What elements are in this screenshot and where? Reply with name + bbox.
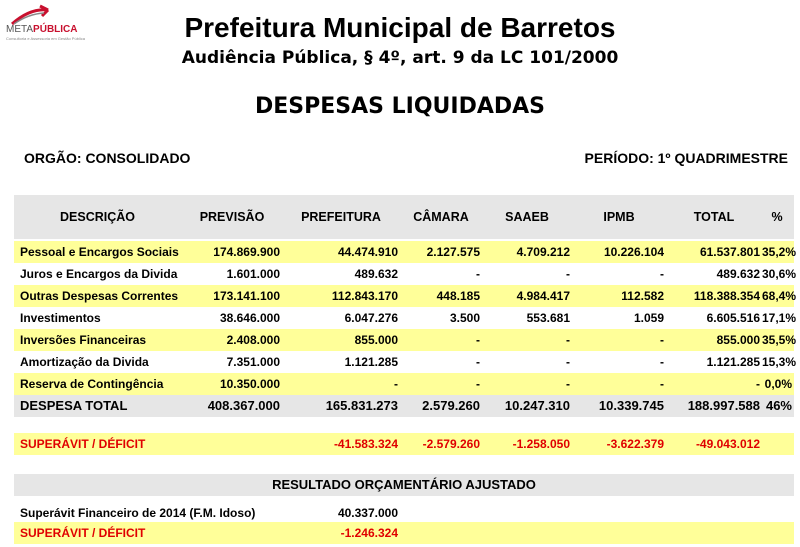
row-label: Reserva de Contingência — [20, 377, 164, 391]
cell-previsao: 38.646.000 — [219, 311, 280, 325]
row-label: Pessoal e Encargos Sociais — [20, 245, 179, 259]
cell-ipmb: 112.582 — [621, 289, 664, 303]
cell-saaeb: - — [566, 355, 570, 369]
cell-ipmb: 10.226.104 — [603, 245, 664, 259]
row-label: SUPERÁVIT / DÉFICIT — [20, 526, 146, 540]
table-row — [14, 307, 797, 329]
cell-percent: 68,4% — [762, 289, 797, 303]
col-header: PREVISÃO — [199, 210, 265, 224]
cell-total: 1.121.285 — [706, 355, 760, 369]
cell-ipmb: -3.622.379 — [606, 437, 664, 451]
cell-percent: 30,6% — [762, 267, 797, 281]
cell-camara: 2.127.575 — [426, 245, 480, 259]
row-label: Inversões Financeiras — [20, 333, 147, 347]
cell-total: 855.000 — [716, 333, 760, 347]
row-label: Superávit Financeiro de 2014 (F.M. Idoso) — [20, 506, 256, 520]
cell-saaeb: 10.247.310 — [504, 398, 570, 413]
cell-previsao: 174.869.900 — [213, 245, 280, 259]
row-label: SUPERÁVIT / DÉFICIT — [20, 437, 146, 451]
cell-previsao: 10.350.000 — [219, 377, 280, 391]
table-row — [14, 241, 797, 263]
cell-percent: 17,1% — [762, 311, 797, 325]
cell-ipmb: - — [660, 355, 664, 369]
cell-ipmb: 1.059 — [633, 311, 664, 325]
cell-saaeb: - — [566, 377, 570, 391]
cell-prefeitura: 112.843.170 — [331, 289, 398, 303]
cell-total: 61.537.801 — [699, 245, 760, 259]
table-row — [14, 263, 797, 285]
resultado-row — [14, 502, 794, 524]
cell-camara: 448.185 — [436, 289, 480, 303]
resultado-heading: RESULTADO ORÇAMENTÁRIO AJUSTADO — [14, 474, 794, 496]
page-subtitle: Audiência Pública, § 4º, art. 9 da LC 101/2000 — [181, 48, 619, 68]
cell-total: - — [756, 377, 760, 391]
col-header: PREFEITURA — [301, 210, 381, 224]
col-header: IPMB — [603, 210, 635, 224]
cell-total: 6.605.516 — [706, 311, 760, 325]
cell-prefeitura: 44.474.910 — [337, 245, 398, 259]
logo-wordmark: METAPÚBLICA — [6, 24, 78, 35]
cell-ipmb: - — [660, 377, 664, 391]
cell-value: 40.337.000 — [337, 506, 398, 520]
orgao-label: ORGÃO: CONSOLIDADO — [24, 150, 191, 166]
table-row — [14, 351, 797, 373]
cell-prefeitura: -41.583.324 — [333, 437, 398, 451]
row-label: DESPESA TOTAL — [20, 398, 128, 413]
cell-percent: 35,2% — [762, 245, 797, 259]
cell-percent: 35,5% — [762, 333, 797, 347]
cell-percent: 46% — [765, 398, 792, 413]
cell-camara: - — [476, 267, 480, 281]
row-label: Outras Despesas Correntes — [20, 289, 179, 303]
col-header: % — [771, 210, 783, 224]
cell-prefeitura: 489.632 — [354, 267, 398, 281]
col-header: DESCRIÇÃO — [60, 210, 136, 224]
page-title: Prefeitura Municipal de Barretos — [184, 12, 616, 43]
cell-total: -49.043.012 — [695, 437, 760, 451]
periodo-label: PERÍODO: 1º QUADRIMESTRE — [584, 150, 788, 166]
cell-ipmb: - — [660, 333, 664, 347]
cell-previsao: 2.408.000 — [226, 333, 280, 347]
table-row — [14, 373, 794, 395]
cell-saaeb: 4.709.212 — [516, 245, 570, 259]
cell-camara: 2.579.260 — [422, 398, 480, 413]
cell-previsao: 408.367.000 — [207, 398, 280, 413]
cell-total: 118.388.354 — [693, 289, 760, 303]
row-label: Amortização da Divida — [20, 355, 149, 369]
col-header: TOTAL — [693, 210, 735, 224]
logo-tagline: Consultoria e Assessoria em Gestão Pública — [6, 36, 85, 41]
table-row — [14, 329, 797, 351]
cell-camara: - — [476, 333, 480, 347]
cell-camara: - — [476, 355, 480, 369]
cell-percent: 0,0% — [764, 377, 792, 391]
cell-previsao: 1.601.000 — [226, 267, 280, 281]
cell-prefeitura: 165.831.273 — [325, 398, 398, 413]
resultado-row — [14, 522, 794, 544]
cell-saaeb: - — [566, 267, 570, 281]
table-row — [14, 285, 797, 307]
cell-prefeitura: - — [394, 377, 398, 391]
cell-camara: - — [476, 377, 480, 391]
cell-previsao: 173.141.100 — [213, 289, 280, 303]
table-header — [14, 195, 794, 239]
total-row — [14, 395, 794, 417]
col-header: CÂMARA — [413, 210, 469, 224]
cell-saaeb: 4.984.417 — [516, 289, 570, 303]
col-header: SAAEB — [505, 210, 549, 224]
section-heading: DESPESAS LIQUIDADAS — [254, 94, 546, 119]
cell-saaeb: 553.681 — [526, 311, 570, 325]
cell-prefeitura: 6.047.276 — [344, 311, 398, 325]
cell-prefeitura: 1.121.285 — [344, 355, 398, 369]
cell-saaeb: - — [566, 333, 570, 347]
row-label: Investimentos — [20, 311, 101, 325]
row-label: Juros e Encargos da Divida — [20, 267, 178, 281]
cell-camara: 3.500 — [449, 311, 480, 325]
cell-saaeb: -1.258.050 — [512, 437, 570, 451]
cell-camara: -2.579.260 — [422, 437, 480, 451]
cell-ipmb: 10.339.745 — [598, 398, 664, 413]
cell-ipmb: - — [660, 267, 664, 281]
cell-prefeitura: 855.000 — [354, 333, 398, 347]
cell-percent: 15,3% — [762, 355, 797, 369]
cell-total: 188.997.588 — [687, 398, 760, 413]
cell-total: 489.632 — [716, 267, 760, 281]
cell-previsao: 7.351.000 — [226, 355, 280, 369]
cell-value: -1.246.324 — [340, 526, 398, 540]
superavit-row — [14, 433, 794, 455]
